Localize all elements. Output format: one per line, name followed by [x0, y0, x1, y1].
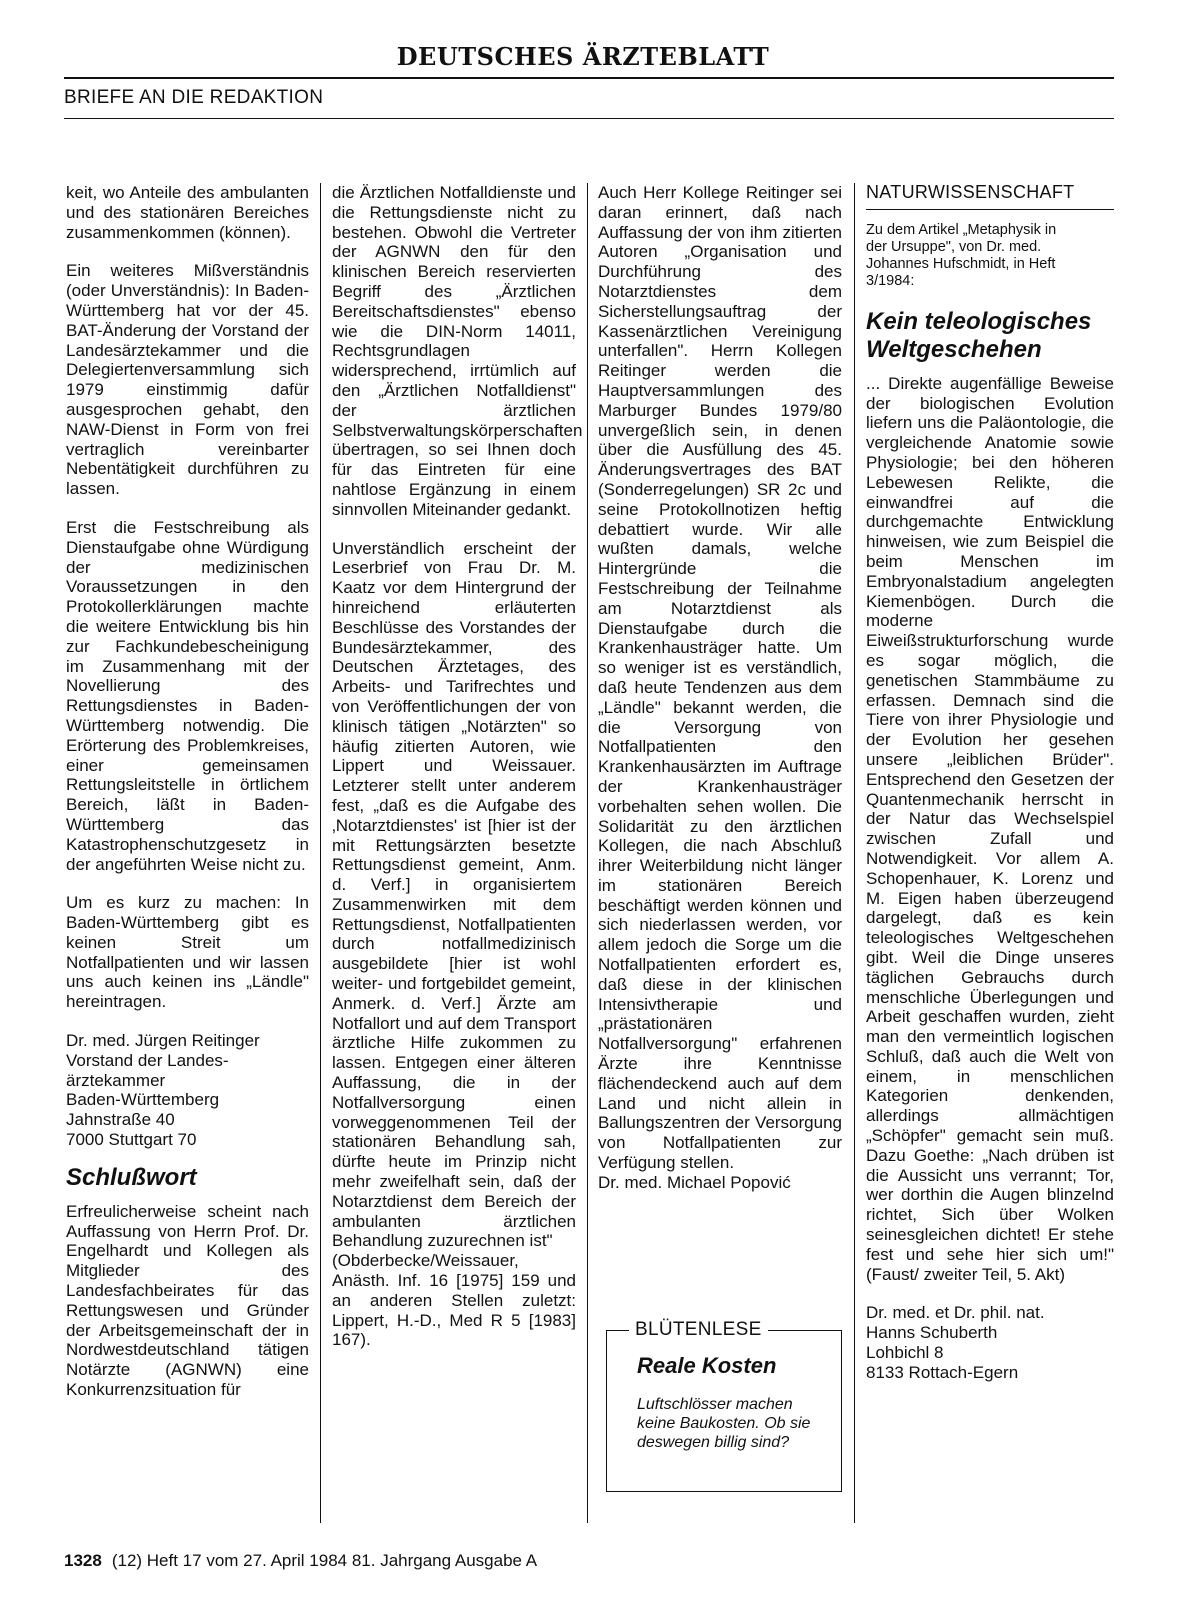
- box-title: Reale Kosten: [637, 1353, 777, 1378]
- reference-line: Johannes Hufschmidt, in Heft: [866, 255, 1056, 272]
- article-heading: Kein teleologisches Weltgeschehen: [866, 307, 1092, 363]
- reference-line: Zu dem Artikel „Metaphysik in: [866, 221, 1057, 238]
- letter-signature: [866, 1303, 1114, 1382]
- page-number: 1328: [64, 1551, 102, 1570]
- top-rule: [64, 77, 1114, 79]
- signature-line: Hanns Schuberth: [866, 1323, 998, 1343]
- signature-line: Dr. med. Michael Popović: [598, 1172, 791, 1192]
- paragraph: Auch Herr Kollege Reitinger sei daran erinnert, daß nach Auffassung der von ihm zitierten Autoren „Organisation und Durchführung des Notarztdienstes dem Sicherstellungsauftrag der Kassenärztlichen Vereinigung unterfallen". Herrn Kollegen Reitinger werden die Hauptversammlungen des Marburger Bundes 1979/80 unvergeßlich sein, in denen über die Ausfüllung des 45. Änderungsvertrages des BAT (Sonderregelungen) SR 2c und seine Protokollnotizen heftig debattiert wurde. Wir alle wußten damals, welche Hintergründe die Festschreibung der Teilnahme am Notarztdienst als Dienstaufgabe durch die Krankenhausträger hatte. Um so weniger ist es verständlich, daß heute Tendenzen aus dem „Ländle" bekannt werden, die die Versorgung von Notfallpatienten den Krankenhausärzten im Auftrage der Krankenhausträger vorbehalten sehen wollen. Die Solidarität zu den ärztlichen Kollegen, die nach Abschluß ihrer Weiterbildung nicht länger im stationären Bereich beschäftigt werden können und sich niederlassen werden, vor allem jedoch die Sorge um die Notfallpatienten erfordert es, daß diese in der klinischen Intensivtherapie und „prästationären Notfallversorgung" erfahrenen Ärzte ihre Kenntnisse flächendeckend auch auf dem Land und nicht allein in Ballungszentren der Versorgung von Notfallpatienten zur Verfügung stellen.: [598, 183, 842, 1173]
- column-4: [866, 183, 1114, 1383]
- column-divider: [854, 183, 855, 1523]
- paragraph: Erfreulicherweise scheint nach Auffassung von Herrn Prof. Dr. Engelhardt und Kollegen als Mitglieder des Landesfachbeirates für das Rettungswesen und Gründer der Arbeitsgemeinschaft der in Nordwestdeutschland tätigen Notärzte (AGNWN) eine Konkurrenzsituation für: [66, 1201, 309, 1400]
- page-footer: [64, 1551, 537, 1571]
- column-divider: [587, 183, 588, 1523]
- section-rubric: NATURWISSENSCHAFT: [866, 183, 1114, 210]
- paragraph: die Ärztlichen Notfalldienste und die Rettungsdienste nicht zu bestehen. Obwohl die Vertreter der AGNWN den für den klinischen Bereich reservierten Begriff des „Ärztlichen Bereitschaftsdienstes" ebenso wie die DIN-Norm 14011, Rechtsgrundlagen widersprechend, irrtümlich auf den „Ärztlichen Notfalldienst" der ärztlichen Selbstverwaltungskörperschaften übertragen, so sei Ihnen doch für das Eintreten für eine nahtlose Ergänzung in einem sinnvollen Miteinander gedankt.: [332, 183, 583, 519]
- reference-line: 3/1984:: [866, 272, 915, 289]
- article-reference: [866, 222, 1114, 290]
- box-rubric: BLÜTENLESE: [629, 1319, 768, 1341]
- citation: (Obderbecke/Weissauer, Anästh. Inf. 16 [1975] 159 und an anderen Stellen zuletzt: Lippert, H.-D., Med R 5 [1983] 167).: [332, 1251, 576, 1350]
- letter-signature: [66, 1031, 309, 1150]
- column-2: [332, 183, 583, 1350]
- signature-line: Baden-Württemberg: [66, 1090, 220, 1110]
- letter-signature: [598, 1173, 842, 1193]
- article-heading: Schlußwort: [66, 1163, 197, 1191]
- column-1: [66, 183, 309, 1400]
- signature-line: ärztekammer: [66, 1070, 166, 1090]
- header-rule: [64, 118, 1114, 119]
- paragraph: Ein weiteres Mißverständnis (oder Unverständnis): In Baden-Württemberg hat vor der 45. BAT-Änderung der Vorstand der Landesärztekammer und die Delegiertenversammlung sich 1979 einstimmig dafür ausgesprochen gehabt, den NAW-Dienst in Form von frei vertraglich vereinbarter Nebentätigkeit durchführen zu lassen.: [66, 261, 309, 499]
- signature-line: 8133 Rottach-Egern: [866, 1362, 1019, 1382]
- signature-line: Jahnstraße 40: [66, 1110, 175, 1130]
- paragraph: Um es kurz zu machen: In Baden-Württemberg gibt es keinen Streit um Notfallpatienten und wir lassen uns auch keinen ins „Ländle" hereintragen.: [66, 893, 309, 1012]
- signature-line: Lohbichl 8: [866, 1343, 944, 1363]
- paragraph: Unverständlich erscheint der Leserbrief von Frau Dr. M. Kaatz vor dem Hintergrund der hinreichend erläuterten Beschlüsse des Vorstandes der Bundesärztekammer, des Deutschen Ärztetages, des Arbeits- und Tarifrechtes und von Veröffentlichungen der von klinisch tätigen „Notärzten" so häufig zitierten Autoren, wie Lippert und Weissauer. Letzterer stellt unter anderem fest, „daß es die Aufgabe des ‚Notarztdienstes' ist [hier ist der mit Rettungsärzten besetzte Rettungsdienst gemeint, Anm. d. Verf.] in organisiertem Zusammenwirken mit dem Rettungsdienst, Notfallpatienten durch notfallmedizinisch ausgebildete [hier ist wohl weiter- und fortgebildet gemeint, Anmerk. d. Verf.] Ärzte am Notfallort und auf dem Transport ärztliche Hilfe zukommen zu lassen. Entgegen einer älteren Auffassung, die in der Notfallversorgung einen vorweggenommenen Teil der stationären Behandlung sah, dürfte heute im Prinzip nicht mehr zweifelhaft sein, daß der Notarztdienst dem Bereich der ambulanten ärztlichen Behandlung zuzurechnen ist": [332, 538, 576, 1251]
- paragraph: Erst die Festschreibung als Dienstaufgabe ohne Würdigung der medizinischen Voraussetzungen in den Protokollerklärungen machte die weitere Entwicklung bis hin zur Fachkundebescheinigung im Zusammenhang mit der Novellierung des Rettungsdienstes in Baden-Württemberg notwendig. Die Erörterung des Problemkreises, einer gemeinsamen Rettungsleitstelle in örtlichem Bereich, läßt in Baden-Württemberg das Katastrophenschutzgesetz in der angeführten Weise nicht zu.: [66, 517, 309, 874]
- signature-line: 7000 Stuttgart 70: [66, 1130, 197, 1150]
- signature-line: Vorstand der Landes-: [66, 1050, 229, 1070]
- box-text: Luftschlösser machen keine Baukosten. Ob sie deswegen billig sind?: [637, 1396, 811, 1451]
- paragraph: keit, wo Anteile des ambulanten und des stationären Bereiches zusammenkommen (können).: [66, 183, 309, 242]
- issue-info: (12) Heft 17 vom 27. April 1984 81. Jahrgang Ausgabe A: [111, 1551, 538, 1570]
- masthead: DEUTSCHES ÄRZTEBLATT: [396, 42, 770, 71]
- signature-line: Dr. med. et Dr. phil. nat.: [866, 1303, 1045, 1323]
- reference-line: der Ursuppe", von Dr. med.: [866, 238, 1042, 255]
- section-label: BRIEFE AN DIE REDAKTION: [64, 87, 324, 108]
- signature-line: Dr. med. Jürgen Reitinger: [66, 1031, 260, 1051]
- column-divider: [320, 183, 321, 1523]
- paragraph: ... Direkte augenfällige Beweise der biologischen Evolution liefern uns die Paläontologie, die vergleichende Anatomie sowie Physiologie; bei den höheren Lebewesen Relikte, die einwandfrei auf die durchgemachte Entwicklung hinweisen, wie zum Beispiel die beim Menschen im Embryonalstadium angelegten Kiemenbögen. Durch die moderne Eiweißstrukturforschung wurde es sogar möglich, die genetischen Stammbäume zu erfassen. Demnach sind die Tiere von ihrer Physiologie und der Evolution her gesehen unsere „leiblichen Brüder". Entsprechend den Gesetzen der Quantenmechanik herrscht in der Natur das Wechselspiel zwischen Zufall und Notwendigkeit. Vor allem A. Schopenhauer, K. Lorenz und M. Eigen haben überzeugend dargelegt, daß es kein teleologisches Weltgeschehen gibt. Weil die Dinge unseres täglichen Gebrauchs durch menschliche Überlegungen und Arbeit geschaffen wurden, zieht man den vermeintlich logischen Schluß, daß auch die Welt von einem, in menschlichen Kategorien denkenden, allerdings allmächtigen „Schöpfer" gemacht sein muß. Dazu Goethe: „Nach drüben ist die Aussicht uns verrannt; Tor, wer dorthin die Augen blinzelnd richtet, Sich über Wolken seinesgleichen dichtet! Er stehe fest und sehe hier sich um!" (Faust/ zweiter Teil, 5. Akt): [866, 373, 1114, 1284]
- column-3: [598, 183, 842, 1193]
- bluetenlese-box: [606, 1319, 842, 1492]
